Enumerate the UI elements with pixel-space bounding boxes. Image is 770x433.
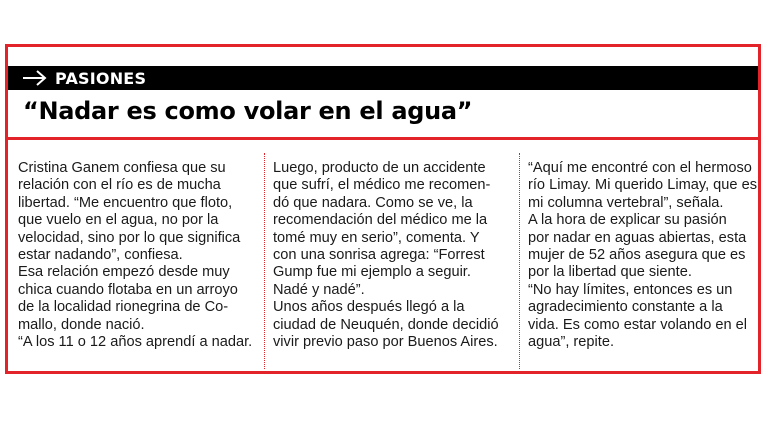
headline: “Nadar es como volar en el agua” bbox=[23, 97, 473, 125]
paragraph: Esa relación empezó desde muy chica cuando flotaba en un arroyo de la localidad rionegrina de Co- mallo, donde nació. bbox=[18, 264, 238, 333]
arrow-right-icon bbox=[22, 70, 48, 86]
column-divider bbox=[519, 153, 521, 369]
paragraph: “Aquí me encontré con el hermoso río Limay. Mi querido Limay, que es mi columna vertebral”, señala. bbox=[528, 160, 758, 211]
paragraph: “No hay límites, entonces es un agradecimiento constante a la vida. Es como estar volando en el agua”, repite. bbox=[528, 281, 748, 351]
paragraph: A la hora de explicar su pasión por nadar en aguas abiertas, esta mujer de 52 años asegura que es por la libertad que siente. bbox=[528, 212, 747, 281]
paragraph: “A los 11 o 12 años aprendí a nadar. bbox=[18, 334, 253, 351]
section-label: PASIONES bbox=[55, 68, 147, 88]
article-column-2 bbox=[273, 160, 518, 351]
paragraph: Cristina Ganem confiesa que su relación con el río es de mucha libertad. “Me encuentro que floto, que vuelo en el agua, no por la velocidad, sino por lo que significa estar nadando”, confiesa. bbox=[18, 160, 241, 264]
article-column-3 bbox=[528, 160, 758, 351]
article-box bbox=[5, 44, 761, 374]
article-column-1 bbox=[18, 160, 258, 351]
column-divider bbox=[264, 153, 266, 369]
section-bar bbox=[8, 66, 758, 90]
paragraph: Luego, producto de un accidente que sufrí, el médico me recomen- dó que nadara. Como se ve, la recomendación del médico me la tomé muy en serio”, comenta. Y con una sonrisa agrega: “Forrest Gump fue mi ejemplo a seguir. Nadé y nadé”. bbox=[273, 160, 491, 298]
headline-rule bbox=[8, 137, 758, 140]
paragraph: Unos años después llegó a la ciudad de Neuquén, donde decidió vivir previo paso por Buenos Aires. bbox=[273, 299, 499, 351]
